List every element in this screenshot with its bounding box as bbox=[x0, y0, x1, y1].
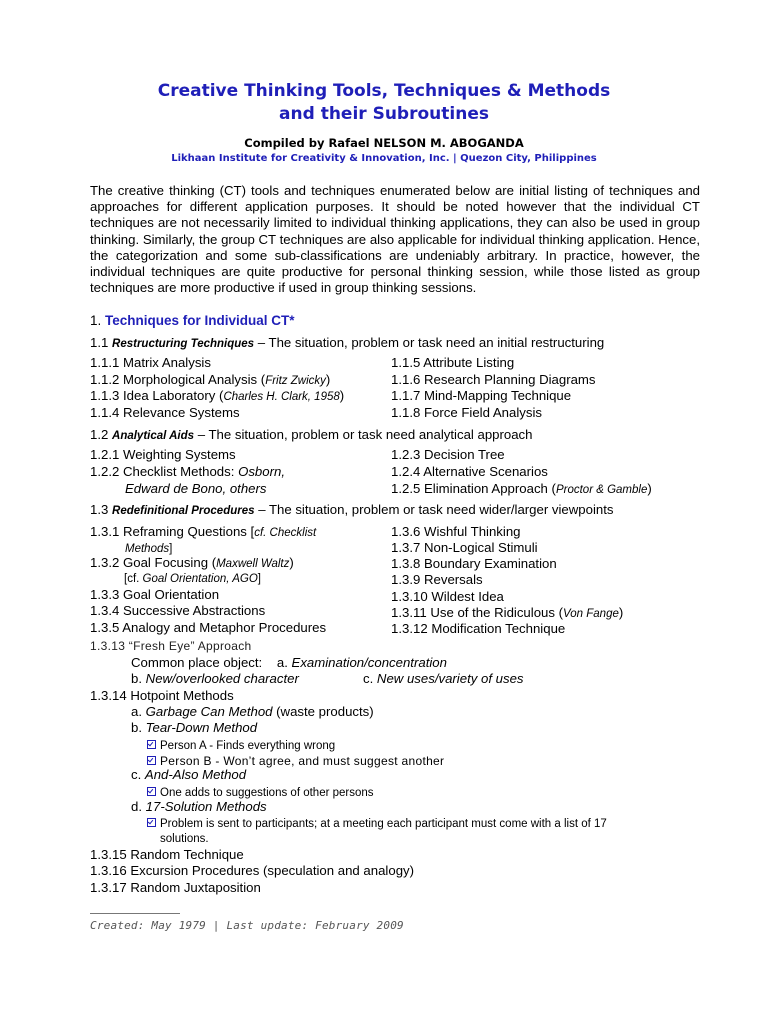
list-item bbox=[391, 481, 652, 498]
bullet-item bbox=[147, 816, 607, 832]
item-text: Common place object: bbox=[131, 655, 263, 670]
item-note: Tear-Down Method bbox=[145, 720, 258, 735]
subsection-number: 1.3 bbox=[90, 502, 109, 517]
list-item: 1.1.6 Research Planning Diagrams bbox=[391, 372, 596, 387]
list-item: 1.3.4 Successive Abstractions bbox=[90, 603, 266, 618]
subsection-title: Redefinitional Procedures bbox=[112, 505, 255, 517]
item-close: ] bbox=[169, 543, 173, 555]
bullet-text: Problem is sent to participants; at a meeting each participant must come with a list of 17 bbox=[160, 818, 607, 830]
list-item: 1.2.3 Decision Tree bbox=[391, 447, 505, 462]
item-text: 1.1.2 Morphological Analysis ( bbox=[90, 372, 266, 387]
subsection-desc: – The situation, problem or task need an initial restructuring bbox=[254, 335, 605, 350]
item-note: cf. Checklist bbox=[254, 527, 317, 539]
list-item: 1.3.5 Analogy and Metaphor Procedures bbox=[90, 620, 327, 635]
item-text: 1.2.2 Checklist Methods: bbox=[90, 464, 239, 479]
list-item: 1.3.10 Wildest Idea bbox=[391, 589, 504, 604]
item-note: Proctor & Gamble bbox=[555, 484, 648, 496]
bullet-text: One adds to suggestions of other persons bbox=[160, 787, 374, 799]
list-item bbox=[90, 388, 344, 405]
item-close: ) bbox=[618, 605, 624, 620]
list-item-sub bbox=[131, 720, 257, 736]
list-item: 1.3.12 Modification Technique bbox=[391, 621, 566, 636]
list-item: 1.1.8 Force Field Analysis bbox=[391, 405, 542, 420]
intro-paragraph: The creative thinking (CT) tools and techniques enumerated below are initial listing of techniques and approaches for different application purposes. It should be noted however that the individual CT techniques are not necessarily limited to individual thinking applications, they can also be used in group thinking. Similarly, the group CT techniques are also applicable for individual thinking application. Hence, the categorization and some sub-classifications are undeniably arbitrary. In practice, however, the individual techniques are quite productive for personal thinking session, while those listed as group techniques are more productive if used in group thinking sessions. bbox=[90, 183, 700, 296]
list-item bbox=[90, 464, 285, 480]
subsection-desc: – The situation, problem or task need wider/larger viewpoints bbox=[254, 502, 614, 517]
item-letter: a. bbox=[276, 655, 292, 670]
item-text: (waste products) bbox=[272, 704, 374, 719]
item-text: 1.3.1 Reframing Questions [ bbox=[90, 524, 255, 539]
list-item bbox=[90, 372, 330, 389]
subsection-number: 1.1 bbox=[90, 335, 109, 350]
item-note: Fritz Zwicky bbox=[265, 375, 326, 387]
list-item: 1.1.7 Mind-Mapping Technique bbox=[391, 388, 572, 403]
list-item: 1.3.7 Non-Logical Stimuli bbox=[391, 540, 538, 555]
compiled-by: Compiled by Rafael NELSON M. ABOGANDA bbox=[244, 136, 524, 150]
list-item-sub bbox=[131, 655, 447, 671]
list-item: 1.3.8 Boundary Examination bbox=[391, 556, 557, 571]
affiliation: Likhaan Institute for Creativity & Innovation, Inc. | Quezon City, Philippines bbox=[171, 153, 597, 164]
list-item: 1.2.1 Weighting Systems bbox=[90, 447, 236, 462]
checkbox-bullet-icon bbox=[147, 787, 156, 796]
checkbox-bullet-icon bbox=[147, 818, 156, 827]
list-item-continued bbox=[124, 571, 261, 587]
item-note: Methods bbox=[125, 543, 170, 555]
item-close: ) bbox=[289, 555, 294, 570]
subsection-desc: – The situation, problem or task need analytical approach bbox=[194, 427, 533, 442]
item-note: Charles H. Clark, 1958 bbox=[223, 391, 340, 403]
item-text: 1.1.3 Idea Laboratory ( bbox=[90, 388, 224, 403]
item-letter: d. bbox=[131, 799, 146, 814]
section-1-heading bbox=[90, 313, 295, 329]
list-item: 1.3.3 Goal Orientation bbox=[90, 587, 220, 602]
section-title: Techniques for Individual CT* bbox=[105, 313, 295, 328]
list-item-continued: Edward de Bono, others bbox=[125, 481, 267, 496]
list-item: 1.3.15 Random Technique bbox=[90, 847, 244, 862]
footer-divider bbox=[90, 913, 180, 914]
item-close: ] bbox=[257, 573, 261, 585]
item-note: New/overlooked character bbox=[145, 671, 299, 686]
item-close: ) bbox=[647, 481, 652, 496]
list-item-sub bbox=[363, 671, 524, 687]
section-number: 1. bbox=[90, 313, 102, 328]
subsection-title: Restructuring Techniques bbox=[112, 338, 255, 350]
list-item bbox=[391, 605, 623, 622]
subsection-1-2-heading bbox=[90, 427, 533, 444]
item-text: 1.3.11 Use of the Ridiculous ( bbox=[391, 605, 564, 620]
list-item: 1.3.16 Excursion Procedures (speculation and analogy) bbox=[90, 863, 415, 878]
item-note: Garbage Can Method bbox=[145, 704, 273, 719]
subsection-1-3-heading bbox=[90, 502, 613, 519]
list-item: 1.1.1 Matrix Analysis bbox=[90, 355, 211, 370]
bullet-item-continued: solutions. bbox=[160, 833, 209, 845]
checkbox-bullet-icon bbox=[147, 756, 156, 765]
item-note: Goal Orientation, AGO bbox=[142, 573, 258, 585]
bullet-text: Person B - Won’t agree, and must suggest another bbox=[160, 754, 445, 768]
item-note: Maxwell Waltz bbox=[216, 558, 290, 570]
item-letter: c. bbox=[363, 671, 377, 686]
item-letter: c. bbox=[131, 767, 145, 782]
item-text: 1.3.2 Goal Focusing ( bbox=[90, 555, 217, 570]
item-note: New uses/variety of uses bbox=[376, 671, 524, 686]
title-line-2: and their Subroutines bbox=[279, 104, 489, 124]
list-item-sub bbox=[131, 671, 299, 687]
item-note: Examination/concentration bbox=[291, 655, 447, 670]
subsection-number: 1.2 bbox=[90, 427, 109, 442]
item-note: Osborn, bbox=[238, 464, 285, 479]
list-item: 1.3.17 Random Juxtaposition bbox=[90, 880, 261, 895]
list-item: 1.1.5 Attribute Listing bbox=[391, 355, 515, 370]
list-item: 1.3.9 Reversals bbox=[391, 572, 483, 587]
list-item: 1.3.13 “Fresh Eye” Approach bbox=[90, 639, 252, 653]
list-item-sub bbox=[131, 704, 374, 720]
list-item: 1.1.4 Relevance Systems bbox=[90, 405, 240, 420]
bullet-text: Person A - Finds everything wrong bbox=[160, 740, 336, 752]
item-close: ) bbox=[325, 372, 331, 387]
list-item: 1.3.14 Hotpoint Methods bbox=[90, 688, 234, 703]
item-close: ) bbox=[339, 388, 345, 403]
item-letter: b. bbox=[131, 720, 146, 735]
list-item: 1.2.4 Alternative Scenarios bbox=[391, 464, 548, 479]
item-note: Von Fange bbox=[563, 608, 619, 620]
item-note: 17-Solution Methods bbox=[145, 799, 267, 814]
subsection-title: Analytical Aids bbox=[112, 430, 195, 442]
subsection-1-1-heading bbox=[90, 335, 604, 352]
item-text: [cf. bbox=[124, 573, 143, 585]
item-letter: b. bbox=[131, 671, 146, 686]
list-item: 1.3.6 Wishful Thinking bbox=[391, 524, 521, 539]
title-line-1: Creative Thinking Tools, Techniques & Methods bbox=[157, 81, 611, 101]
item-letter: a. bbox=[131, 704, 146, 719]
checkbox-bullet-icon bbox=[147, 740, 156, 749]
list-item bbox=[90, 524, 316, 541]
item-note: And-Also Method bbox=[144, 767, 247, 782]
list-item-sub bbox=[131, 799, 267, 815]
page-title bbox=[0, 80, 768, 126]
footer-note: Created: May 1979 | Last update: February 2009 bbox=[90, 919, 404, 932]
item-text: 1.2.5 Elimination Approach ( bbox=[391, 481, 556, 496]
bullet-item bbox=[147, 738, 335, 754]
list-item bbox=[90, 555, 294, 572]
list-item-sub bbox=[131, 767, 246, 783]
